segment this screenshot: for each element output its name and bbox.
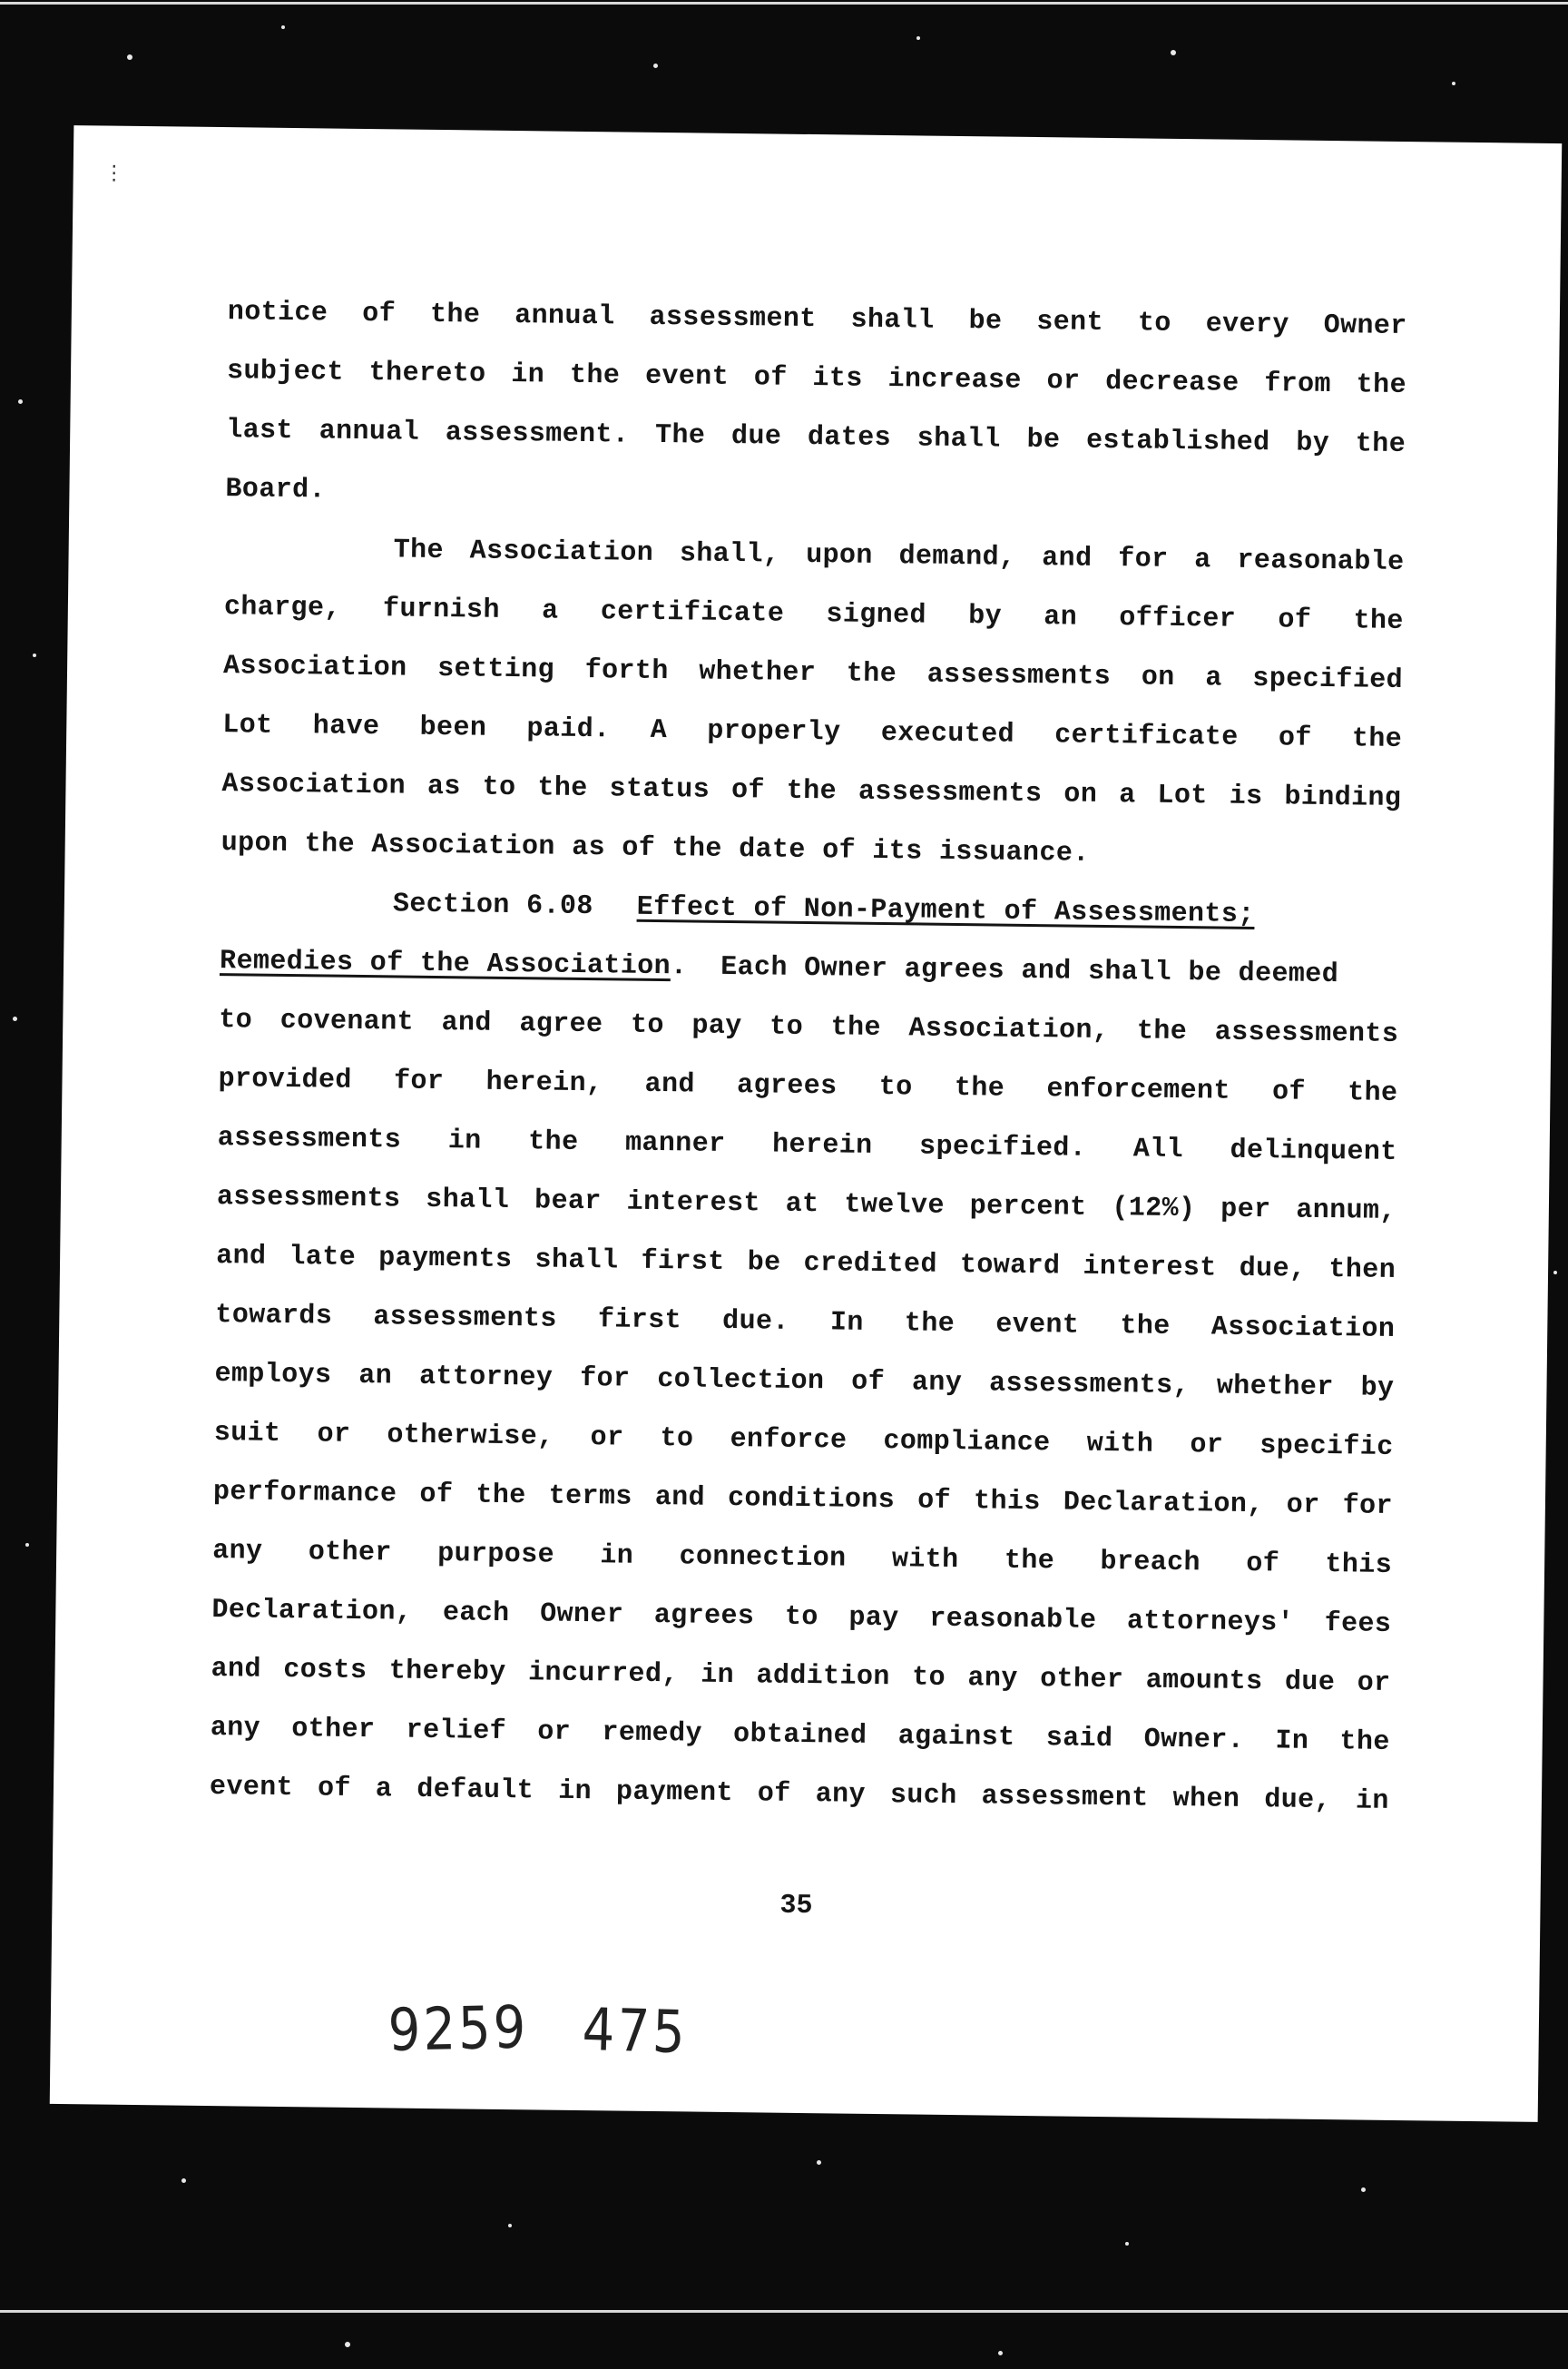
word: enforcement xyxy=(1046,1074,1231,1107)
word: the xyxy=(537,772,588,805)
word: decrease xyxy=(1105,366,1240,399)
word: any xyxy=(967,1663,1018,1695)
word: amounts xyxy=(1145,1665,1263,1698)
word: from xyxy=(1264,369,1332,401)
word: in xyxy=(447,1126,482,1157)
handwritten-page-reference: 475 xyxy=(581,1996,689,2068)
word: subject xyxy=(226,356,345,388)
word: the xyxy=(786,775,838,808)
word: binding xyxy=(1284,781,1402,814)
word: certificate xyxy=(1054,720,1239,753)
word: Owner. xyxy=(1143,1724,1245,1756)
handwritten-book-number: 9259 xyxy=(387,1993,530,2066)
paragraph-2 xyxy=(220,519,1405,888)
word: a xyxy=(1205,663,1222,694)
word: a xyxy=(375,1774,393,1805)
word: reasonable xyxy=(1237,545,1405,579)
word: said xyxy=(1045,1723,1113,1755)
word: Declaration, xyxy=(211,1595,413,1628)
word: delinquent xyxy=(1230,1135,1397,1168)
word: otherwise, xyxy=(387,1420,554,1453)
word: shall xyxy=(850,304,935,337)
word: assessments xyxy=(217,1123,402,1156)
word: agrees xyxy=(653,1599,755,1633)
word: a xyxy=(1194,545,1211,576)
word: twelve xyxy=(844,1189,946,1222)
word: be xyxy=(1026,424,1061,457)
word: executed xyxy=(880,717,1015,751)
word: attorneys' xyxy=(1126,1606,1295,1639)
word: to xyxy=(630,1009,665,1042)
word: of xyxy=(1271,1076,1307,1108)
word: of xyxy=(851,1366,886,1399)
word: Lot xyxy=(1157,780,1208,812)
word: toward xyxy=(959,1250,1061,1283)
paragraph-1 xyxy=(225,283,1407,534)
word: each xyxy=(442,1597,510,1630)
word: to xyxy=(660,1423,694,1455)
margin-mark: ⋮ xyxy=(103,162,124,185)
word: any xyxy=(911,1367,963,1400)
word: for xyxy=(393,1066,445,1098)
word: first xyxy=(597,1304,682,1337)
speck xyxy=(1452,82,1455,85)
word: and xyxy=(211,1654,262,1686)
document-body xyxy=(210,283,1408,1832)
word: due xyxy=(1284,1666,1336,1699)
word: covenant xyxy=(279,1005,415,1038)
word: or xyxy=(537,1716,572,1748)
word: or xyxy=(1046,366,1081,398)
word: manner xyxy=(624,1127,726,1160)
word: compliance xyxy=(883,1426,1051,1460)
word: and xyxy=(215,1241,267,1273)
word: shall xyxy=(916,423,1001,456)
word: in xyxy=(511,359,545,391)
word: or xyxy=(1286,1489,1320,1521)
word: specific xyxy=(1259,1430,1394,1463)
word: Declaration, xyxy=(1063,1487,1264,1521)
word: of xyxy=(757,1778,791,1810)
word: an xyxy=(1044,602,1078,634)
word: of xyxy=(1278,722,1312,754)
word: thereto xyxy=(368,358,486,390)
speck xyxy=(508,2224,512,2227)
word: The xyxy=(654,419,706,452)
word: employs xyxy=(214,1359,332,1391)
word: sent xyxy=(1036,307,1104,339)
word: for xyxy=(1118,544,1169,575)
word: the xyxy=(1004,1545,1055,1578)
speck xyxy=(25,1543,29,1547)
word: to xyxy=(769,1011,804,1043)
word: purpose xyxy=(436,1538,555,1571)
word: the xyxy=(1353,605,1404,638)
word: or xyxy=(590,1422,624,1454)
word: established xyxy=(1085,425,1270,459)
word: with xyxy=(891,1544,959,1577)
word: towards xyxy=(215,1300,333,1332)
word: with xyxy=(1086,1428,1154,1460)
word: for xyxy=(579,1362,631,1395)
word: status xyxy=(609,773,710,806)
word: whether xyxy=(1216,1371,1334,1404)
word: assessments xyxy=(1214,1017,1399,1050)
word: Association xyxy=(221,769,407,802)
word: certificate xyxy=(600,596,785,630)
word: every xyxy=(1205,309,1289,341)
word: event xyxy=(644,360,730,393)
section-heading-title: Effect of Non-Payment of Assessments; xyxy=(636,891,1255,931)
word: then xyxy=(1328,1254,1396,1286)
word: by xyxy=(1296,428,1330,459)
word: the xyxy=(1136,1016,1188,1048)
word: the xyxy=(1120,1311,1171,1342)
word: incurred, xyxy=(527,1657,679,1691)
word: to xyxy=(482,772,516,804)
word: of xyxy=(1246,1548,1280,1580)
word: (12%) xyxy=(1112,1193,1196,1225)
word: to xyxy=(219,1005,253,1037)
word: or xyxy=(1190,1430,1224,1461)
word: Association xyxy=(1210,1312,1396,1345)
word: due. xyxy=(721,1305,789,1338)
word: its xyxy=(812,363,863,395)
word: Lot xyxy=(222,710,273,742)
word: of xyxy=(917,1485,952,1517)
word: fees xyxy=(1324,1608,1392,1640)
word: the xyxy=(475,1479,526,1512)
word: remedy xyxy=(602,1717,703,1750)
speck xyxy=(998,2351,1003,2355)
word: in xyxy=(600,1540,634,1572)
word: other xyxy=(308,1537,392,1569)
speck xyxy=(13,1017,17,1021)
section-label: Section 6.08 xyxy=(392,889,593,923)
word: to xyxy=(784,1601,818,1634)
word: the xyxy=(954,1073,1005,1105)
word: default xyxy=(416,1774,534,1807)
word: in xyxy=(701,1659,735,1692)
word: shall xyxy=(426,1184,510,1217)
word: of xyxy=(362,298,397,330)
word: annual xyxy=(318,416,420,448)
word: of xyxy=(1278,605,1312,636)
word: paid. xyxy=(526,713,611,746)
word: relief xyxy=(406,1715,507,1748)
word: on xyxy=(1063,779,1098,811)
word: by xyxy=(967,601,1003,633)
speck xyxy=(916,36,920,40)
word: reasonable xyxy=(929,1603,1097,1637)
word: be xyxy=(968,306,1003,338)
section-6-08 xyxy=(210,873,1401,1832)
word: or xyxy=(317,1419,351,1450)
word: any xyxy=(210,1713,261,1745)
word: to xyxy=(1137,308,1171,339)
word: in xyxy=(557,1775,593,1808)
word: suit xyxy=(213,1418,281,1450)
word: to xyxy=(878,1071,913,1104)
word: Association, xyxy=(908,1013,1110,1047)
word: assessments, xyxy=(988,1368,1191,1402)
word: event xyxy=(995,1309,1080,1342)
word: herein, xyxy=(485,1067,603,1100)
word: setting xyxy=(436,654,555,686)
word: performance xyxy=(212,1477,397,1510)
word: Association xyxy=(469,536,654,569)
scan-artifact-bottom xyxy=(0,2310,1568,2313)
word: other xyxy=(1039,1664,1124,1696)
word: on xyxy=(1141,662,1175,693)
word: payments xyxy=(377,1243,513,1276)
word: notice xyxy=(227,297,328,329)
word: annum, xyxy=(1296,1194,1396,1227)
speck xyxy=(653,64,658,68)
word: the xyxy=(1339,1726,1390,1758)
speck xyxy=(33,654,36,657)
word: the xyxy=(569,359,621,392)
word: of xyxy=(730,774,766,807)
word: officer xyxy=(1119,603,1237,635)
speck xyxy=(1125,2242,1129,2246)
word: in xyxy=(1355,1785,1389,1817)
word: credited xyxy=(803,1247,938,1281)
word: percent xyxy=(969,1191,1087,1224)
speck xyxy=(127,54,132,60)
section-heading-title-cont: Remedies of the Association xyxy=(219,946,671,983)
word: this xyxy=(973,1486,1041,1519)
speck xyxy=(181,2178,186,2183)
word: any xyxy=(211,1536,263,1568)
word: provided xyxy=(218,1064,352,1096)
word: thereby xyxy=(388,1656,506,1689)
word: Owner xyxy=(1323,310,1407,343)
word: an xyxy=(358,1361,393,1392)
word: and xyxy=(654,1482,706,1514)
word: interest xyxy=(626,1186,761,1220)
word: interest xyxy=(1083,1251,1217,1284)
word: specified xyxy=(1252,663,1404,697)
speck xyxy=(1171,50,1176,55)
word: pay xyxy=(848,1602,899,1635)
word: costs xyxy=(283,1655,368,1687)
word: the xyxy=(1355,428,1406,461)
word: the xyxy=(1347,1077,1398,1109)
word: as xyxy=(426,771,461,803)
word: assessment xyxy=(981,1781,1149,1814)
word: or xyxy=(1357,1667,1391,1699)
word: the xyxy=(846,658,897,691)
word: against xyxy=(897,1721,1015,1754)
word: any xyxy=(815,1779,867,1811)
word: shall xyxy=(534,1244,619,1277)
word: late xyxy=(289,1242,357,1273)
word: signed xyxy=(826,599,927,632)
word: the xyxy=(1356,369,1407,402)
word: a xyxy=(541,595,559,627)
word: and xyxy=(644,1068,696,1101)
word: assessments xyxy=(216,1182,401,1215)
word: is xyxy=(1229,781,1263,813)
word: assessments xyxy=(926,659,1112,693)
word: All xyxy=(1132,1134,1184,1166)
word: A xyxy=(650,714,668,747)
speck xyxy=(345,2342,350,2347)
word: whether xyxy=(699,656,817,690)
word: the xyxy=(904,1308,956,1341)
word: Owner xyxy=(539,1598,624,1631)
word: collection xyxy=(657,1364,825,1398)
page-number: 35 xyxy=(779,1890,813,1922)
speck xyxy=(281,25,285,29)
document-page xyxy=(50,125,1563,2122)
word: been xyxy=(419,712,487,744)
word: due, xyxy=(1264,1784,1332,1817)
word: In xyxy=(829,1307,864,1339)
word: agree xyxy=(519,1008,603,1041)
word: specified. xyxy=(918,1131,1087,1165)
word: conditions xyxy=(727,1482,896,1517)
word: furnish xyxy=(382,594,501,626)
word: terms xyxy=(548,1480,632,1513)
word: for xyxy=(1342,1490,1394,1522)
word: addition xyxy=(756,1660,890,1694)
word: other xyxy=(291,1714,376,1746)
word: agrees xyxy=(736,1070,838,1103)
word: charge, xyxy=(223,592,341,624)
word: assessment xyxy=(649,301,817,336)
word: at xyxy=(785,1188,819,1221)
section-heading-rest: . Each Owner agrees and shall be deemed xyxy=(670,951,1339,991)
text-line: upon the Association as of the date of its issuance. xyxy=(220,828,1090,870)
word: increase xyxy=(887,364,1022,397)
word: upon xyxy=(805,539,873,572)
word: enforce xyxy=(730,1424,848,1457)
word: the xyxy=(1351,723,1403,755)
word: annual xyxy=(514,300,615,333)
word: the xyxy=(528,1126,579,1158)
word: herein xyxy=(771,1129,873,1162)
word: first xyxy=(641,1245,725,1278)
word: of xyxy=(419,1479,454,1511)
word: forth xyxy=(584,654,669,688)
word: The xyxy=(393,535,445,567)
text-line: Board. xyxy=(225,474,327,506)
word: demand, xyxy=(898,541,1016,574)
word: dates xyxy=(807,421,892,455)
word: pay xyxy=(691,1010,742,1043)
word: due xyxy=(730,420,782,453)
word: assessments xyxy=(373,1302,557,1335)
word: be xyxy=(747,1247,781,1279)
word: due, xyxy=(1239,1253,1307,1285)
word: to xyxy=(911,1662,946,1694)
word: when xyxy=(1172,1784,1240,1815)
word: and xyxy=(1042,543,1093,575)
word: properly xyxy=(707,715,841,749)
word: Association xyxy=(222,651,407,684)
word: In xyxy=(1275,1725,1309,1757)
word: attorney xyxy=(418,1361,554,1394)
word: connection xyxy=(679,1541,847,1575)
speck xyxy=(18,399,23,404)
word: such xyxy=(889,1780,957,1813)
word: bear xyxy=(534,1185,602,1218)
word: per xyxy=(1220,1194,1271,1226)
word: last xyxy=(226,415,294,447)
word: by xyxy=(1360,1372,1395,1404)
word: breach xyxy=(1100,1547,1201,1579)
word: obtained xyxy=(732,1719,867,1752)
scan-artifact-top xyxy=(0,2,1568,5)
word: of xyxy=(317,1773,352,1804)
word: assessments xyxy=(858,776,1043,811)
word: this xyxy=(1325,1549,1393,1581)
speck xyxy=(1361,2187,1366,2192)
speck xyxy=(1553,1271,1557,1274)
word: of xyxy=(753,362,788,394)
word: event xyxy=(209,1772,294,1804)
word: and xyxy=(441,1008,493,1039)
word: assessment. xyxy=(445,418,630,451)
word: have xyxy=(312,711,380,743)
word: the xyxy=(830,1012,882,1045)
word: shall, xyxy=(679,538,780,571)
speck xyxy=(817,2160,821,2165)
word: the xyxy=(429,299,481,331)
word: a xyxy=(1118,780,1136,811)
word: payment xyxy=(615,1776,734,1810)
